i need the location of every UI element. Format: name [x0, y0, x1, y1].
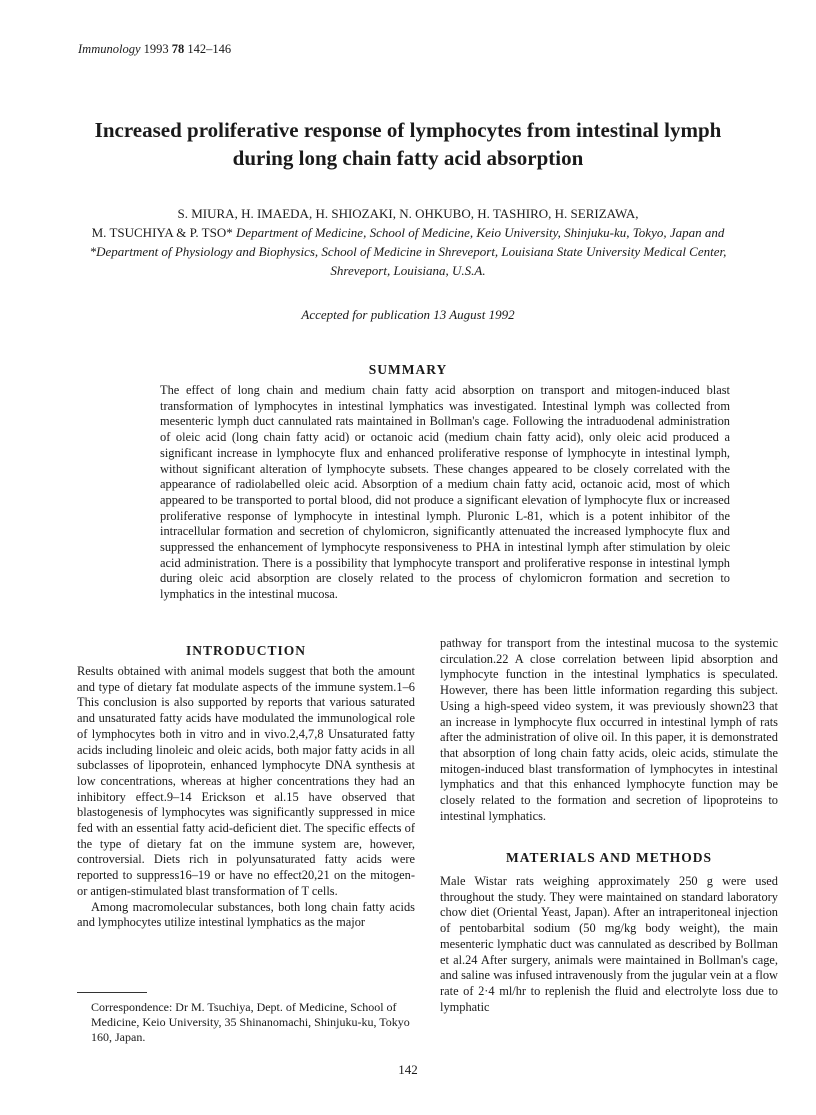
journal-pages: 142–146	[187, 42, 232, 56]
affiliation-2: *Department of Physiology and Biophysics, School of Medicine in Shreveport, Louisiana State University Medical Center,	[89, 244, 727, 259]
affiliation-1: Department of Medicine, School of Medicine, Keio University, Shinjuku-ku, Tokyo, Japan and	[236, 225, 725, 240]
methods-heading: MATERIALS AND METHODS	[505, 850, 713, 865]
introduction-heading: INTRODUCTION	[185, 643, 306, 658]
intro-paragraph-1: Results obtained with animal models suggest that both the amount and type of dietary fat modulate aspects of the immune system.1–6 This conclusion is also supported by reports that various saturated and unsaturated fatty acids have modulated the immunological role of lymphocytes both in vitro and in vivo.2,4,7,8 Unsaturated fatty acids including linoleic and oleic acids, both major fatty acids in all subclasses of lipoprotein, enhanced lymphocyte DNA synthesis at low concentrations, whereas at higher concentrations they had an inhibitory effect.9–14 Erickson et al.15 have observed that blastogenesis of lymphocytes was significantly suppressed in mice fed with an essential fatty acid-deficient diet. The specific effects of the type of dietary fat on the immune system are, however, controversial. Diets rich in polyunsaturated fatty acids were reported to suppress16–19 or have no effect20,21 on the mitogen- or antigen-stimulated blast transformation of T cells.	[77, 664, 415, 898]
right-column	[440, 636, 778, 824]
correspondence-footnote: Correspondence: Dr M. Tsuchiya, Dept. of Medicine, School of Medicine, Keio University, 35 Shinanomachi, Shinjuku-ku, Tokyo 160, Japan.	[91, 1000, 410, 1045]
journal-name: Immunology	[78, 42, 141, 56]
author-line-2	[62, 223, 754, 242]
author-names-2: M. TSUCHIYA & P. TSO*	[91, 225, 233, 240]
accepted-date: Accepted for publication 13 August 1992	[301, 307, 515, 322]
summary-heading: SUMMARY	[368, 362, 448, 377]
summary-text: The effect of long chain and medium chain fatty acid absorption on transport and mitogen-induced blast transformation of lymphocytes in intestinal lymphatics was investigated. Intestinal lymph was collected from mesenteric lymph duct cannulated rats maintained in Bollman's cage. Following the intraduodenal administration of oleic acid (long chain fatty acid) or octanoic acid (medium chain fatty acid), only oleic acid produced a significant increase in lymphocyte flux and enhanced proliferative response of lymphocyte in intestinal lymph, without significant alteration of lymphocyte subsets. These changes appeared to be closely correlated with the appearance of radiolabelled oleic acid. Absorption of a medium chain fatty acid, octanoic acid, most of which appeared to be transported to portal blood, did not produce a significant elevation of lymphocyte flux or increased proliferative response of lymphocyte in intestinal lymph. Pluronic L-81, which is a potent inhibitor of the intracellular formation and secretion of chylomicron, significantly attenuated the increased lymphocyte flux and suppressed the enhancement of lymphocyte responsiveness to PHA in intestinal lymph after stimulation by oleic acid administration. There is a possibility that lymphocyte transport and proliferative response in intestinal lymph during oleic acid absorption are closely related to the process of chylomicron formation and secretion to lymphatics in the intestinal mucosa.	[160, 383, 730, 602]
footnote-divider	[77, 992, 147, 993]
author-block	[62, 204, 754, 280]
running-header	[78, 42, 231, 57]
intro-paragraph-2-continued: pathway for transport from the intestinal mucosa to the systemic circulation.22 A close correlation between lipid absorption and lymphocyte function in the intestinal lymphatics is speculated. However, there has been little information regarding this subject. Using a high-speed video system, it was previously shown23 that an increase in lymphocyte flux occurred in intestinal lymph of rats after the administration of olive oil. In this paper, it is demonstrated that absorption of long chain fatty acids, oleic acids, stimulate the mitogen-induced blast transformation of lymphocytes in intestinal lymphatics and that this enhanced lymphocyte function may be closely related to the formation and secretion of lipoproteins to intestinal lymphatics.	[440, 636, 778, 823]
affiliation-location: Shreveport, Louisiana, U.S.A.	[330, 263, 486, 278]
page-number: 142	[398, 1062, 418, 1077]
author-line-1: S. MIURA, H. IMAEDA, H. SHIOZAKI, N. OHKUBO, H. TASHIRO, H. SERIZAWA,	[177, 206, 639, 221]
article-title: Increased proliferative response of lymphocytes from intestinal lymph during long chain fatty acid absorption	[94, 118, 722, 170]
methods-text: Male Wistar rats weighing approximately 250 g were used throughout the study. They were maintained on standard laboratory chow diet (Oriental Yeast, Japan). After an intraperitoneal injection of pentobarbital sodium (50 mg/kg body weight), the main mesenteric lymphatic duct was cannulated as described by Bollman et al.24 After surgery, animals were maintained in Bollman's cage, and saline was infused intravenously from the jugular vein at a flow rate of 2·4 ml/hr to replenish the fluid and electrolyte loss due to lymphatic	[440, 874, 778, 1014]
journal-volume: 78	[171, 42, 185, 56]
left-column	[77, 664, 415, 931]
intro-paragraph-2: Among macromolecular substances, both long chain fatty acids and lymphocytes utilize intestinal lymphatics as the major	[77, 899, 415, 930]
journal-year: 1993	[143, 42, 169, 56]
